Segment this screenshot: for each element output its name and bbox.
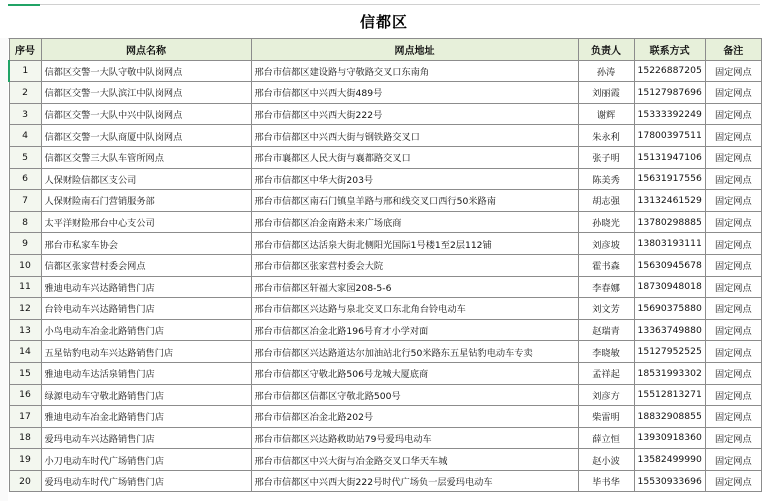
cell-site-name[interactable]: 太平洋财险邢台中心支公司 xyxy=(41,211,251,233)
cell-remark[interactable]: 固定网点 xyxy=(705,427,761,449)
cell-contact[interactable]: 13582499990 xyxy=(634,449,705,471)
cell-manager[interactable]: 刘彦方 xyxy=(578,384,634,406)
cell-site-name[interactable]: 人保财险信都区支公司 xyxy=(41,168,251,190)
cell-index[interactable]: 1 xyxy=(9,60,41,82)
cell-contact[interactable]: 18531993302 xyxy=(634,362,705,384)
cell-contact[interactable]: 18832908855 xyxy=(634,406,705,428)
cell-manager[interactable]: 霍书森 xyxy=(578,254,634,276)
cell-manager[interactable]: 孙晓光 xyxy=(578,211,634,233)
cell-site-address[interactable]: 邢台市信都区冶金北路202号 xyxy=(251,406,578,428)
cell-site-name[interactable]: 信都区交警一大队滨江中队岗网点 xyxy=(41,82,251,104)
cell-site-address[interactable]: 邢台市信都区信都区守敬北路500号 xyxy=(251,384,578,406)
cell-manager[interactable]: 赵小波 xyxy=(578,449,634,471)
cell-remark[interactable]: 固定网点 xyxy=(705,406,761,428)
cell-index[interactable]: 14 xyxy=(9,341,41,363)
cell-contact[interactable]: 13780298885 xyxy=(634,211,705,233)
table-row xyxy=(9,362,761,384)
cell-index[interactable]: 16 xyxy=(9,384,41,406)
cell-site-name[interactable]: 雅迪电动车达活泉销售门店 xyxy=(41,362,251,384)
cell-contact[interactable]: 15131947106 xyxy=(634,146,705,168)
cell-site-name[interactable]: 人保财险南石门营销服务部 xyxy=(41,190,251,212)
cell-site-name[interactable]: 五星钻豹电动车兴达路销售门店 xyxy=(41,341,251,363)
cell-index[interactable]: 4 xyxy=(9,125,41,147)
cell-contact[interactable]: 13930918360 xyxy=(634,427,705,449)
cell-site-address[interactable]: 邢台市信都区冶金北路196号育才小学对面 xyxy=(251,319,578,341)
cell-contact[interactable]: 13363749880 xyxy=(634,319,705,341)
table-row xyxy=(9,82,761,104)
header-site-address[interactable]: 网点地址 xyxy=(251,39,578,61)
data-table xyxy=(8,38,762,492)
cell-site-name[interactable]: 雅迪电动车冶金北路销售门店 xyxy=(41,406,251,428)
cell-site-name[interactable]: 信都区交警一大队商厦中队岗网点 xyxy=(41,125,251,147)
cell-remark[interactable]: 固定网点 xyxy=(705,254,761,276)
cell-contact[interactable]: 15127952525 xyxy=(634,341,705,363)
cell-index[interactable]: 12 xyxy=(9,298,41,320)
cell-remark[interactable]: 固定网点 xyxy=(705,233,761,255)
cell-index[interactable]: 11 xyxy=(9,276,41,298)
cell-site-name[interactable]: 小鸟电动车冶金北路销售门店 xyxy=(41,319,251,341)
table-row xyxy=(9,60,761,82)
cell-manager[interactable]: 李晓敏 xyxy=(578,341,634,363)
cell-remark[interactable]: 固定网点 xyxy=(705,470,761,492)
cell-site-address[interactable]: 邢台市信都区建设路与守敬路交叉口东南角 xyxy=(251,60,578,82)
cell-site-address[interactable]: 邢台市信都区兴达路道达尔加油站北行50米路东五星钻豹电动车专卖 xyxy=(251,341,578,363)
cell-remark[interactable]: 固定网点 xyxy=(705,60,761,82)
cell-remark[interactable]: 固定网点 xyxy=(705,362,761,384)
cell-index[interactable]: 3 xyxy=(9,103,41,125)
cell-remark[interactable]: 固定网点 xyxy=(705,298,761,320)
cell-site-name[interactable]: 绿源电动车守敬北路销售门店 xyxy=(41,384,251,406)
cell-site-address[interactable]: 邢台市信都区兴达路与泉北交叉口东北角台铃电动车 xyxy=(251,298,578,320)
cell-site-name[interactable]: 爱玛电动车兴达路销售门店 xyxy=(41,427,251,449)
table-row xyxy=(9,168,761,190)
cell-remark[interactable]: 固定网点 xyxy=(705,449,761,471)
cell-index[interactable]: 20 xyxy=(9,470,41,492)
cell-manager[interactable]: 李春娜 xyxy=(578,276,634,298)
cell-site-address[interactable]: 邢台市信都区轩福大家园208-5-6 xyxy=(251,276,578,298)
cell-index[interactable]: 9 xyxy=(9,233,41,255)
cell-contact[interactable]: 13803193111 xyxy=(634,233,705,255)
table-row xyxy=(9,190,761,212)
cell-remark[interactable]: 固定网点 xyxy=(705,384,761,406)
cell-site-address[interactable]: 邢台市信都区中华大街203号 xyxy=(251,168,578,190)
cell-site-address[interactable]: 邢台市信都区南石门镇皇羊路与邢和线交叉口西行50米路南 xyxy=(251,190,578,212)
table-row xyxy=(9,146,761,168)
cell-manager[interactable]: 胡志强 xyxy=(578,190,634,212)
cell-manager[interactable]: 陈美秀 xyxy=(578,168,634,190)
table-row xyxy=(9,319,761,341)
cell-contact[interactable]: 15630945678 xyxy=(634,254,705,276)
selection-indicator xyxy=(8,4,40,6)
cell-manager[interactable]: 刘丽霞 xyxy=(578,82,634,104)
cell-manager[interactable]: 张子明 xyxy=(578,146,634,168)
header-remark[interactable]: 备注 xyxy=(705,39,761,61)
cell-contact[interactable]: 13132461529 xyxy=(634,190,705,212)
cell-site-name[interactable]: 信都区交警一大队守敬中队岗网点 xyxy=(41,60,251,82)
cell-site-address[interactable]: 邢台市信都区中兴西大街489号 xyxy=(251,82,578,104)
cell-site-name[interactable]: 信都区交警一大队中兴中队岗网点 xyxy=(41,103,251,125)
header-site-name[interactable]: 网点名称 xyxy=(41,39,251,61)
header-row xyxy=(9,39,761,61)
cell-manager[interactable]: 柴雷明 xyxy=(578,406,634,428)
cell-manager[interactable]: 刘文芳 xyxy=(578,298,634,320)
cell-manager[interactable]: 刘彦坡 xyxy=(578,233,634,255)
cell-index[interactable]: 13 xyxy=(9,319,41,341)
cell-remark[interactable]: 固定网点 xyxy=(705,125,761,147)
cell-remark[interactable]: 固定网点 xyxy=(705,103,761,125)
cell-contact[interactable]: 15512813271 xyxy=(634,384,705,406)
table-row xyxy=(9,254,761,276)
cell-contact[interactable]: 15127987696 xyxy=(634,82,705,104)
cell-site-name[interactable]: 邢台市私家车协会 xyxy=(41,233,251,255)
row-header-strip xyxy=(0,38,8,501)
table-row xyxy=(9,125,761,147)
cell-contact[interactable]: 17800397511 xyxy=(634,125,705,147)
table-row xyxy=(9,233,761,255)
cell-index[interactable]: 19 xyxy=(9,449,41,471)
table-row xyxy=(9,276,761,298)
table-row xyxy=(9,384,761,406)
cell-site-address[interactable]: 邢台市信都区张家营村委会大院 xyxy=(251,254,578,276)
cell-site-name[interactable]: 信都区交警三大队车管所网点 xyxy=(41,146,251,168)
cell-contact[interactable]: 15226887205 xyxy=(634,60,705,82)
table-row xyxy=(9,298,761,320)
cell-remark[interactable]: 固定网点 xyxy=(705,319,761,341)
cell-site-address[interactable]: 邢台市信都区中兴大街与冶金路交叉口华天车城 xyxy=(251,449,578,471)
cell-index[interactable]: 6 xyxy=(9,168,41,190)
table-row xyxy=(9,211,761,233)
cell-site-address[interactable]: 邢台市信都区中兴西大街222号 xyxy=(251,103,578,125)
table-row xyxy=(9,406,761,428)
cell-site-address[interactable]: 邢台市信都区中兴西大街与钢铁路交叉口 xyxy=(251,125,578,147)
cell-contact[interactable]: 15631917556 xyxy=(634,168,705,190)
cell-remark[interactable]: 固定网点 xyxy=(705,82,761,104)
cell-site-address[interactable]: 邢台市襄都区人民大街与襄都路交叉口 xyxy=(251,146,578,168)
cell-index[interactable]: 17 xyxy=(9,406,41,428)
cell-site-address[interactable]: 邢台市信都区兴达路救助站79号爱玛电动车 xyxy=(251,427,578,449)
cell-index[interactable]: 15 xyxy=(9,362,41,384)
cell-index[interactable]: 2 xyxy=(9,82,41,104)
cell-contact[interactable]: 15530933696 xyxy=(634,470,705,492)
cell-manager[interactable]: 谢辉 xyxy=(578,103,634,125)
table-row xyxy=(9,341,761,363)
table-row xyxy=(9,449,761,471)
cell-index[interactable]: 5 xyxy=(9,146,41,168)
cell-remark[interactable]: 固定网点 xyxy=(705,276,761,298)
sheet-title[interactable]: 信都区 xyxy=(8,4,760,39)
table-row xyxy=(9,427,761,449)
cell-remark[interactable]: 固定网点 xyxy=(705,146,761,168)
cell-remark[interactable]: 固定网点 xyxy=(705,168,761,190)
cell-site-name[interactable]: 台铃电动车兴达路销售门店 xyxy=(41,298,251,320)
cell-index[interactable]: 10 xyxy=(9,254,41,276)
cell-manager[interactable]: 薛立恒 xyxy=(578,427,634,449)
cell-index[interactable]: 7 xyxy=(9,190,41,212)
table-row xyxy=(9,470,761,492)
cell-site-name[interactable]: 爱玛电动车时代广场销售门店 xyxy=(41,470,251,492)
header-contact[interactable]: 联系方式 xyxy=(634,39,705,61)
cell-remark[interactable]: 固定网点 xyxy=(705,341,761,363)
cell-manager[interactable]: 赵瑞青 xyxy=(578,319,634,341)
header-index[interactable]: 序号 xyxy=(9,39,41,61)
cell-contact[interactable]: 15333392249 xyxy=(634,103,705,125)
cell-contact[interactable]: 18730948018 xyxy=(634,276,705,298)
cell-index[interactable]: 18 xyxy=(9,427,41,449)
cell-remark[interactable]: 固定网点 xyxy=(705,211,761,233)
header-manager[interactable]: 负责人 xyxy=(578,39,634,61)
cell-site-address[interactable]: 邢台市信都区达活泉大街北侧阳光国际1号楼1至2层112铺 xyxy=(251,233,578,255)
cell-site-address[interactable]: 邢台市信都区冶金南路未来广场底商 xyxy=(251,211,578,233)
cell-manager[interactable]: 毕书华 xyxy=(578,470,634,492)
cell-manager[interactable]: 孙涛 xyxy=(578,60,634,82)
cell-site-name[interactable]: 小刀电动车时代广场销售门店 xyxy=(41,449,251,471)
table-row xyxy=(9,103,761,125)
cell-manager[interactable]: 朱永利 xyxy=(578,125,634,147)
cell-manager[interactable]: 孟祥起 xyxy=(578,362,634,384)
cell-remark[interactable]: 固定网点 xyxy=(705,190,761,212)
cell-site-address[interactable]: 邢台市信都区中兴西大街222号时代广场负一层爱玛电动车 xyxy=(251,470,578,492)
cell-site-name[interactable]: 雅迪电动车兴达路销售门店 xyxy=(41,276,251,298)
cell-contact[interactable]: 15690375880 xyxy=(634,298,705,320)
cell-site-name[interactable]: 信都区张家营村委会网点 xyxy=(41,254,251,276)
cell-index[interactable]: 8 xyxy=(9,211,41,233)
cell-site-address[interactable]: 邢台市信都区守敬北路506号龙城大厦底商 xyxy=(251,362,578,384)
